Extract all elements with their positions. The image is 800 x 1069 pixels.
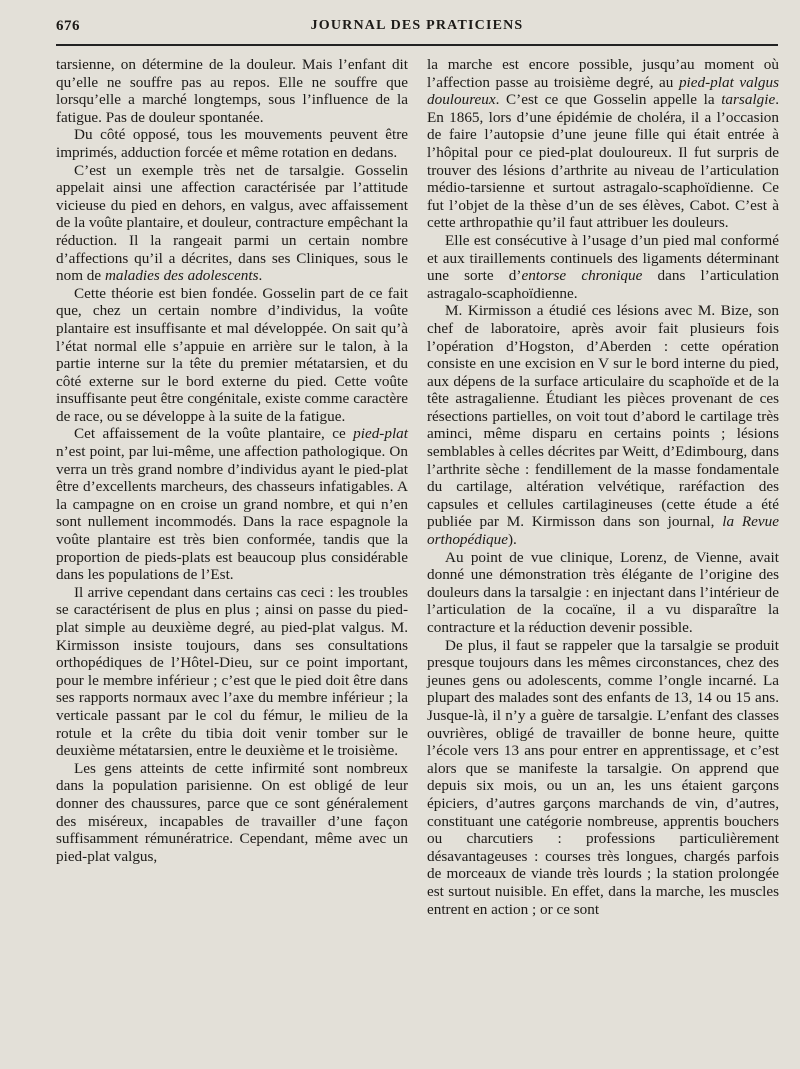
text-span: n’est point, par lui-même, une affection pathologique. On verra un très grand nombre d’individus ayant le pied-plat être d’excellents marcheurs, des chasseurs infatigables. A la campagne on en croise un grand nombre, et qui n’en sont nullement incommodés. Dans la race espagnole la voûte plantaire est très bien conformée, tandis que la proportion de pieds-plats est beaucoup plus considérable dans les populations de l’Est. xyxy=(56,443,408,584)
paragraph: Les gens atteints de cette infirmité sont nombreux dans la population parisienne. On est obligé de leur donner des chaussures, parce que ce sont généralement des miséreux, incapables de travailler d’une façon suffisamment rémunératrice. Cependant, même avec un pied-plat valgus, xyxy=(56,759,408,865)
text-span: ). xyxy=(508,531,517,549)
header-rule xyxy=(56,44,778,46)
page-number: 676 xyxy=(56,18,80,34)
paragraph: tarsienne, on détermine de la douleur. Mais l’enfant dit qu’elle ne souffre pas au repos. Elle ne souffre que lorsqu’elle a marché longtemps, sous l’influence de la fatigue. Pas de douleur spontanée. xyxy=(56,56,408,126)
italic-term: tarsalgie xyxy=(721,91,776,109)
paragraph: Il arrive cependant dans certains cas ceci : les troubles se caractérisent de plus en plus ; ainsi on passe du pied-plat simple au deuxième degré, au pied-plat valgus. M. Kirmisson insiste toujours, dans ses consultations orthopédiques de l’Hôtel-Dieu, sur ce point important, pour le membre inférieur ; c’est que le pied doit être dans ses rapports normaux avec l’axe du membre inférieur ; la verticale passant par le col du fémur, le milieu de la rotule et la crête du tibia doit venir tomber sur le deuxième métatarsien, entre le deuxième et le troisième. xyxy=(56,583,408,760)
text-span: . C’est ce que Gosselin appelle la xyxy=(495,91,715,109)
text-span: . xyxy=(258,267,263,285)
paragraph: De plus, il faut se rappeler que la tarsalgie se produit presque toujours dans les mêmes circonstances, chez des jeunes gens ou adolescents, comme l’ongle incarné. La plupart des malades sont des enfants de 13, 14 ou 15 ans. Jusque-là, il n’y a guère de tarsalgie. L’enfant des classes ouvrières, obligé de travailler de bonne heure, quitte l’école vers 13 ans pour entrer en apprentissage, et c’est alors que se manifeste la tarsalgie. On apprend que depuis six mois, ou un an, les uns étaient garçons épiciers, d’autres garçons marchands de vin, d’autres, constituant une catégorie nombreuse, apprentis bouchers ou charcutiers : professions particulièrement désavantageuses : courses très longues, chargés parfois de morceaux de viande très lourds ; la station prolongée est surtout nuisible. En effet, dans la marche, les muscles entrent en action ; or ce sont xyxy=(427,636,779,918)
paragraph: Du côté opposé, tous les mouvements peuvent être imprimés, adduction forcée et même rotation en dedans. xyxy=(56,126,408,161)
italic-term: entorse chronique xyxy=(521,267,643,285)
italic-term: pied-plat xyxy=(353,425,408,443)
paragraph xyxy=(56,162,408,285)
text-span: la marche est encore possible, jusqu’au moment où l’affection passe au troisième degré, au xyxy=(427,56,779,91)
paragraph xyxy=(427,56,779,232)
right-column xyxy=(427,56,779,918)
text-span: Cet affaissement de la voûte plantaire, ce xyxy=(74,425,346,443)
italic-term: pied-plat valgus douloureux xyxy=(427,73,779,109)
paragraph: Au point de vue clinique, Lorenz, de Vienne, avait donné une démonstration très élégante de l’origine des douleurs dans la tarsalgie : en injectant dans l’intérieur de l’articulation de la cocaïne, il a vu disparaître la contracture et la réduction devenir possible. xyxy=(427,548,779,636)
text-span: M. Kirmisson a étudié ces lésions avec M. Bize, son chef de laboratoire, après avoir fait plusieurs fois l’opération d’Hogston, d’Aberden : cette opération consiste en une excision en V sur le bord interne du pied, aux dépens de la surface articulaire du scaphoïde et de la tête astragalienne. Étudiant les pièces provenant de ces résections partielles, on voit tout d’abord le cartilage très aminci, même disparu en certains points ; lésions semblables à celles décrites par Weitt, d’Edimbourg, dans l’arthrite sèche : fendillement de la masse fondamentale du cartilage, altération velvétique, raréfaction des capsules et cellules cartilagineuses (cette étude a été publiée par M. Kirmisson dans son journal, xyxy=(427,302,779,531)
page-header xyxy=(56,14,778,40)
text-span: C’est un exemple très net de tarsalgie. Gosselin appelait ainsi une affection caractérisée par l’attitude vicieuse du pied en dehors, en valgus, avec affaissement de la voûte plantaire, et douleur, contracture empêchant la réduction. Il la rangeait parmi un certain nombre d’affections qu’il a décrites, dans ses Cliniques, sous le nom de xyxy=(56,161,408,285)
text-span: dans l’articulation astragalo-scaphoïdienne. xyxy=(427,267,779,302)
paragraph xyxy=(56,425,408,583)
paragraph xyxy=(427,302,779,548)
paragraph xyxy=(427,232,779,302)
text-span: Elle est consécutive à l’usage d’un pied mal conformé et aux tiraillements continuels des ligaments déterminant une sorte d’ xyxy=(427,231,779,285)
paragraph: Cette théorie est bien fondée. Gosselin part de ce fait que, chez un certain nombre d’individus, la voûte plantaire est insuffisante et mal développée. On sait qu’à l’état normal elle s’appuie en arrière sur le talon, à la partie interne sur la tête du premier métatarsien, et du côté externe sur le bord externe du pied. Cette voûte insuffisante peut être congénitale, existe comme caractère de race, ou se développe à la suite de la fatigue. xyxy=(56,284,408,425)
text-span: . En 1865, lors d’une épidémie de choléra, il a l’occasion de faire l’autopsie d’une jeune fille qui était entrée à l’hôpital pour ce pied-plat douloureux. Il fut surpris de trouver des lésions d’arthrite au niveau de l’articulation médio-tarsienne et surtout astragalo-scaphoïdienne. Ce fut l’objet de la thèse d’un de ses élèves, Cabot. C’est à cette arthropathie qu’il faut attribuer les douleurs. xyxy=(427,91,780,232)
left-column xyxy=(56,56,408,865)
italic-term: maladies des adolescents xyxy=(104,267,259,285)
italic-term: la Revue orthopédique xyxy=(427,513,780,549)
running-title: JOURNAL DES PRATICIENS xyxy=(310,18,524,33)
